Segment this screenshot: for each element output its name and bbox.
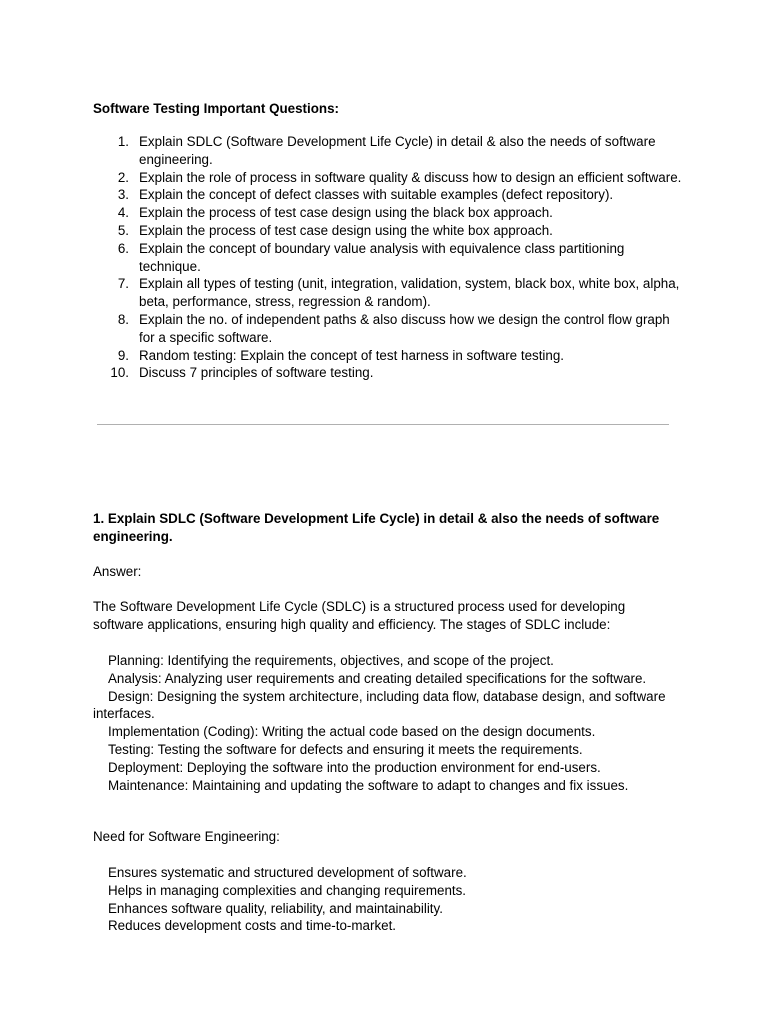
stage-item: Design: Designing the system architecture, including data flow, database design, and software interfaces. <box>93 688 666 722</box>
section-heading: 1. Explain SDLC (Software Development Life Cycle) in detail & also the needs of software engineering. <box>93 511 660 544</box>
need-item: Ensures systematic and structured development of software. <box>108 865 467 880</box>
list-item <box>93 222 683 240</box>
list-item <box>93 275 683 311</box>
list-item <box>93 364 683 382</box>
list-item-number: 9. <box>117 347 129 363</box>
list-item <box>93 311 683 347</box>
stage-item: Maintenance: Maintaining and updating the software to adapt to changes and fix issues. <box>108 777 629 793</box>
answer-label: Answer: <box>93 564 142 579</box>
list-item-number: 3. <box>117 187 129 203</box>
list-item <box>93 347 683 365</box>
horizontal-divider <box>97 424 669 425</box>
list-item-number: 7. <box>117 276 129 292</box>
stage-item: Implementation (Coding): Writing the actual code based on the design documents. <box>108 724 596 740</box>
stage-item: Analysis: Analyzing user requirements and creating detailed specifications for the software. <box>108 670 647 686</box>
list-item-number: 2. <box>117 169 129 185</box>
list-item-text: Random testing: Explain the concept of test harness in software testing. <box>139 347 565 363</box>
list-item <box>93 186 683 204</box>
need-heading: Need for Software Engineering: <box>93 829 280 844</box>
list-item <box>93 133 683 169</box>
list-item-text: Explain all types of testing (unit, integration, validation, system, black box, white box, alpha, beta, performance, stress, regression & random). <box>139 276 680 310</box>
list-item-text: Explain the concept of boundary value analysis with equivalence class partitioning technique. <box>139 240 625 274</box>
sdlc-stages-list <box>93 652 673 794</box>
list-item-number: 4. <box>117 205 129 221</box>
list-item <box>93 240 683 276</box>
list-item-text: Discuss 7 principles of software testing. <box>139 365 374 381</box>
list-item-text: Explain the process of test case design using the black box approach. <box>139 205 553 221</box>
list-item-text: Explain the no. of independent paths & also discuss how we design the control flow graph for a specific software. <box>139 311 670 345</box>
need-item: Reduces development costs and time-to-market. <box>108 918 397 934</box>
list-item-text: Explain the role of process in software quality & discuss how to design an efficient software. <box>139 169 682 185</box>
answer-intro: The Software Development Life Cycle (SDLC) is a structured process used for developing software applications, ensuring high quality and efficiency. The stages of SDLC include: <box>93 599 626 632</box>
stage-item: Planning: Identifying the requirements, objectives, and scope of the project. <box>108 653 554 668</box>
stage-item: Deployment: Deploying the software into the production environment for end-users. <box>108 759 601 775</box>
document-title: Software Testing Important Questions: <box>93 101 340 116</box>
list-item-text: Explain the concept of defect classes with suitable examples (defect repository). <box>139 187 614 203</box>
list-item <box>93 204 683 222</box>
list-item <box>93 169 683 187</box>
list-item-number: 8. <box>117 311 129 327</box>
list-item-text: Explain the process of test case design using the white box approach. <box>139 222 553 238</box>
needs-list <box>93 864 673 935</box>
list-item-number: 5. <box>117 222 129 238</box>
need-item: Helps in managing complexities and changing requirements. <box>108 882 467 898</box>
list-item-number: 1. <box>117 134 129 149</box>
stage-item: Testing: Testing the software for defects and ensuring it meets the requirements. <box>108 741 583 757</box>
need-item: Enhances software quality, reliability, and maintainability. <box>108 900 443 916</box>
list-item-number: 6. <box>117 240 129 256</box>
list-item-text: Explain SDLC (Software Development Life Cycle) in detail & also the needs of software engineering. <box>139 134 656 167</box>
questions-list <box>93 133 683 382</box>
list-item-number: 10. <box>110 365 129 381</box>
